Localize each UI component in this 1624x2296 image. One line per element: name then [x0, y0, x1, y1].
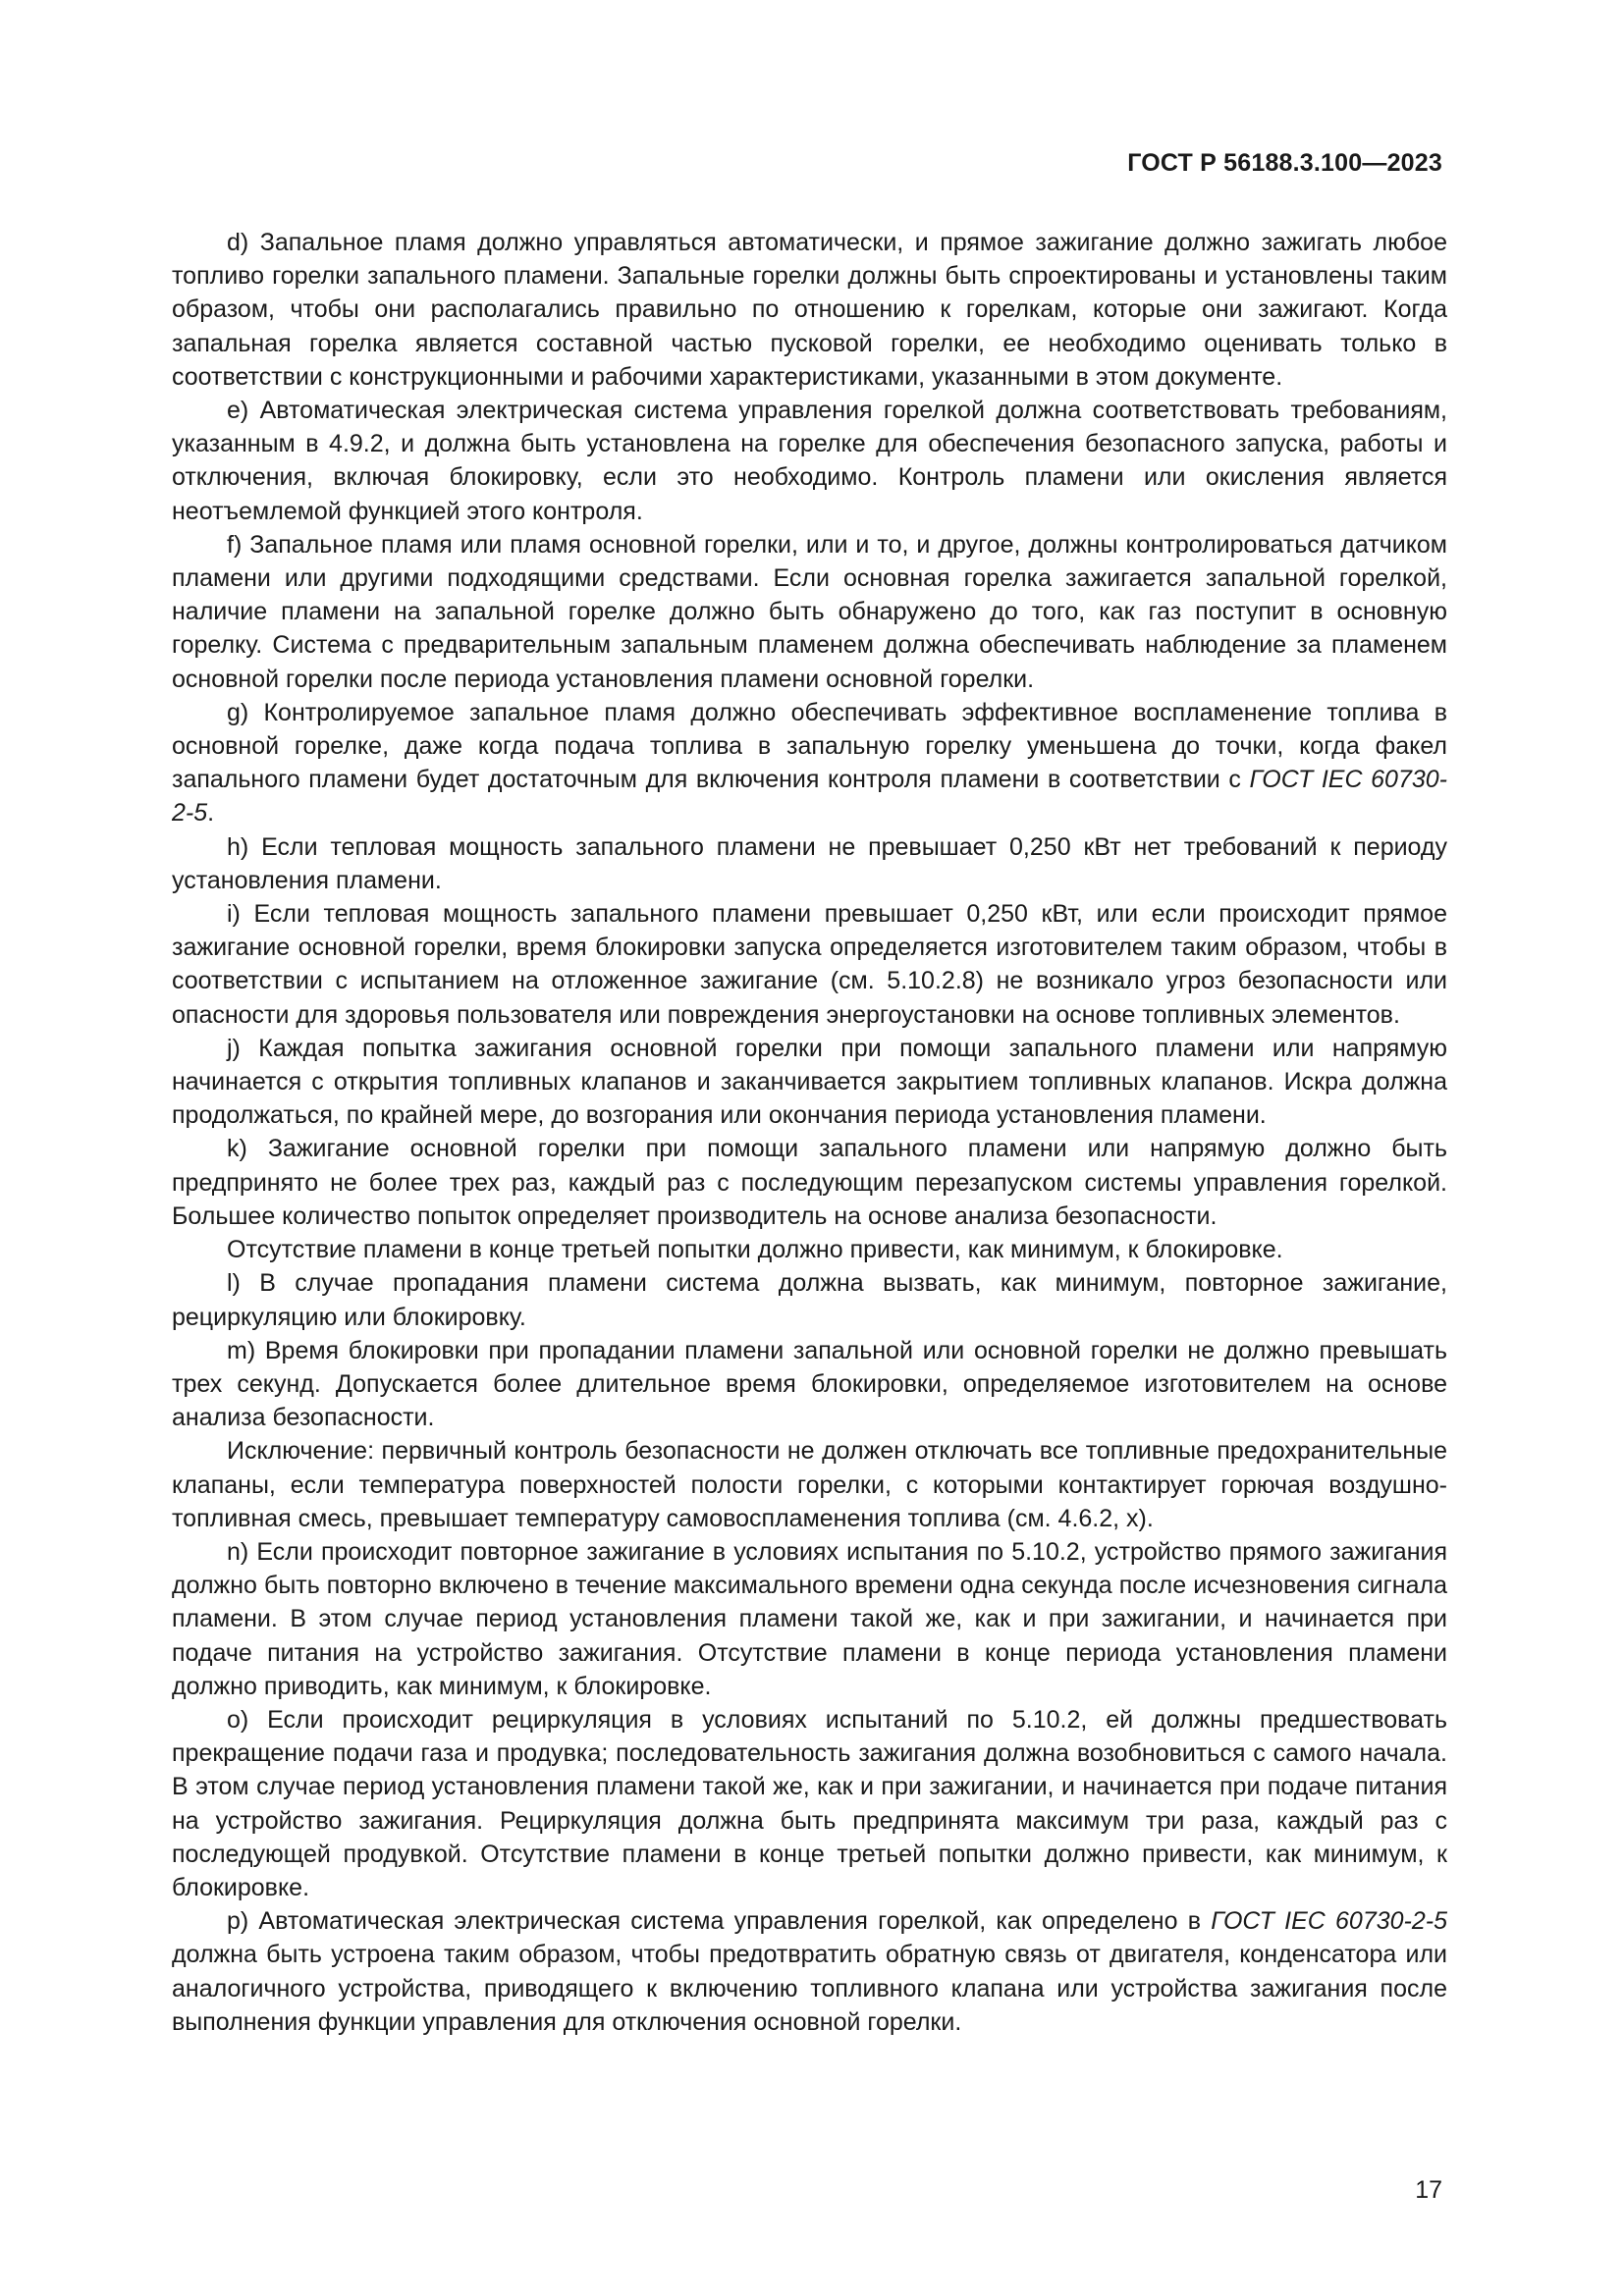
paragraph-text: p) Автоматическая электрическая система управления горелкой, как определено в [227, 1907, 1212, 1936]
paragraph-i [172, 897, 1447, 1032]
paragraph-text: j) Каждая попытка зажигания основной горелки при помощи запального пламени или напрямую начинается с открытия топливных клапанов и заканчивается закрытием топливных клапанов. Искра должна продолжаться, по крайней мере, до возгорания или окончания периода установления пламени. [172, 1034, 1447, 1130]
paragraph-o [172, 1703, 1447, 1904]
paragraph-text: i) Если тепловая мощность запального пламени превышает 0,250 кВт, или если происходит прямое зажигание основной горелки, время блокировки запуска определяется изготовителем таким образом, чтобы в соответствии с испытанием на отложенное зажигание (см. 5.10.2.8) не возникало угроз безопасности или опасности для здоровья пользователя или повреждения энергоустановки на основе топливных элементов. [172, 900, 1447, 1029]
paragraph-text: g) Контролируемое запальное пламя должно обеспечивать эффективное воспламенение топлива в основной горелке, даже когда подача топлива в запальную горелку уменьшена до точки, когда факел запального пламени будет достаточным для включения контроля пламени в соответствии с [172, 698, 1447, 794]
paragraph-f [172, 528, 1447, 696]
paragraph-tail: . [207, 799, 215, 828]
paragraph-tail: должна быть устроена таким образом, чтобы предотвратить обратную связь от двигателя, конденсатора или аналогичного устройства, приводящего к включению топливного клапана или устройства зажигания после выполнения функции управления для отключения основной горелки. [172, 1941, 1447, 2036]
paragraph-text: Отсутствие пламени в конце третьей попытки должно привести, как минимум, к блокировке. [227, 1236, 1283, 1264]
paragraph-text: Исключение: первичный контроль безопасности не должен отключать все топливные предохранительные клапаны, если температура поверхностей полости горелки, с которыми контактирует горючая воздушно-топливная смесь, превышает температуру самовоспламенения топлива (см. 4.6.2, x). [172, 1437, 1447, 1532]
paragraph-text: m) Время блокировки при пропадании пламени запальной или основной горелки не должно превышать трех секунд. Допускается более длительное время блокировки, определяемое изготовителем на основе анализа безопасности. [172, 1336, 1447, 1432]
standard-reference: ГОСТ IEC 60730-2-5 [172, 766, 1447, 828]
paragraph-j [172, 1032, 1447, 1133]
paragraph-text: l) В случае пропадания пламени система должна вызвать, как минимум, повторное зажигание, рециркуляцию или блокировку. [172, 1269, 1447, 1331]
paragraph-text: k) Зажигание основной горелки при помощи запального пламени или напрямую должно быть предпринято не более трех раз, каждый раз с последующим перезапуском системы управления горелкой. Большее количество попыток определяет производитель на основе анализа безопасности. [172, 1135, 1447, 1230]
paragraph-n [172, 1535, 1447, 1703]
paragraph-e [172, 394, 1447, 528]
paragraph-text: h) Если тепловая мощность запального пламени не превышает 0,250 кВт нет требований к периоду установления пламени. [172, 832, 1447, 894]
standard-reference: ГОСТ IEC 60730-2-5 [1211, 1907, 1447, 1936]
paragraph-text: n) Если происходит повторное зажигание в условиях испытания по 5.10.2, устройство прямого зажигания должно быть повторно включено в течение максимального времени одна секунда после исчезновения сигнала пламени. В этом случае период установления пламени такой же, как и при зажигании, и начинается при подаче питания на устройство зажигания. Отсутствие пламени в конце периода установления пламени должно приводить, как минимум, к блокировке. [172, 1537, 1447, 1700]
paragraph-k [172, 1132, 1447, 1233]
paragraph-k-note [172, 1233, 1447, 1266]
paragraph-text: o) Если происходит рециркуляция в условиях испытаний по 5.10.2, ей должны предшествовать прекращение подачи газа и продувка; последовательность зажигания должна возобновиться с самого начала. В этом случае период установления пламени такой же, как и при зажигании, и начинается при подаче питания на устройство зажигания. Рециркуляция должна быть предпринята максимум три раза, каждый раз с последующей продувкой. Отсутствие пламени в конце третьей попытки должно привести, как минимум, к блокировке. [172, 1705, 1447, 1901]
paragraph-l [172, 1266, 1447, 1333]
paragraph-text: e) Автоматическая электрическая система управления горелкой должна соответствовать требованиям, указанным в 4.9.2, и должна быть установлена на горелке для обеспечения безопасного запуска, работы и отключения, включая блокировку, если это необходимо. Контроль пламени или окисления является неотъемлемой функцией этого контроля. [172, 397, 1447, 525]
paragraph-m [172, 1334, 1447, 1435]
paragraph-d [172, 226, 1447, 394]
paragraph-text: d) Запальное пламя должно управляться автоматически, и прямое зажигание должно зажигать любое топливо горелки запального пламени. Запальные горелки должны быть спроектированы и установлены таким образом, чтобы они располагались правильно по отношению к горелкам, которые они зажигают. Когда запальная горелка является составной частью пусковой горелки, ее необходимо оценивать только в соответствии с конструкционными и рабочими характеристиками, указанными в этом документе. [172, 229, 1447, 391]
page-number: 17 [1415, 2176, 1442, 2204]
document-body [172, 226, 1447, 2039]
paragraph-g [172, 696, 1447, 830]
paragraph-exception [172, 1434, 1447, 1535]
paragraph-p [172, 1904, 1447, 2039]
paragraph-text: f) Запальное пламя или пламя основной горелки, или и то, и другое, должны контролироваться датчиком пламени или другими подходящими средствами. Если основная горелка зажигается запальной горелкой, наличие пламени на запальной горелке должно быть обнаружено до того, как газ поступит в основную горелку. Система с предварительным запальным пламенем должна обеспечивать наблюдение за пламенем основной горелки после периода установления пламени основной горелки. [172, 530, 1447, 693]
paragraph-h [172, 830, 1447, 897]
document-identifier: ГОСТ Р 56188.3.100—2023 [1127, 149, 1442, 177]
